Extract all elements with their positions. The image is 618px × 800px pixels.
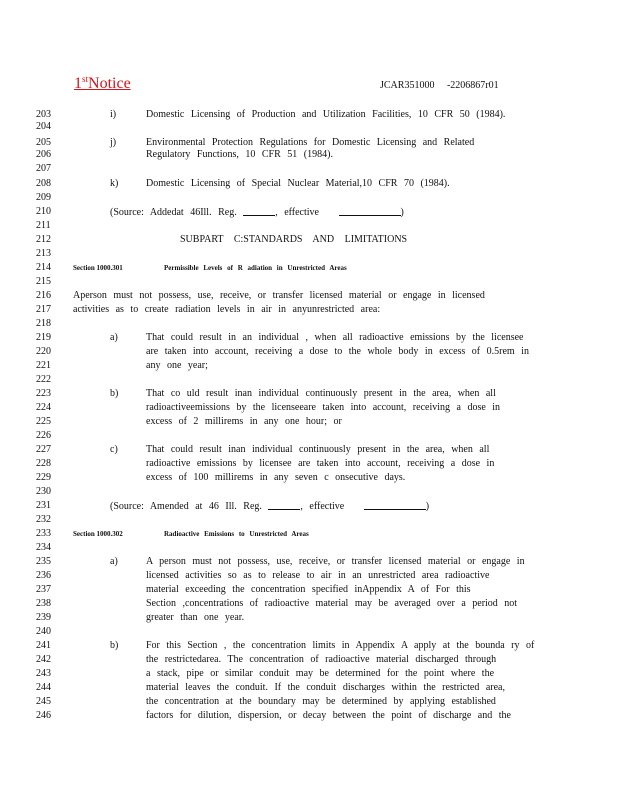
blank-field — [268, 500, 300, 510]
section-title: Permissible Levels of R adiation in Unrestricted Areas — [164, 264, 347, 272]
item-b-line: the concentration at the boundary may be determined by applying established — [146, 696, 496, 707]
item-a-line: That could result in an individual , when all radioactive emissions by the licensee — [146, 332, 524, 343]
source-note — [110, 206, 404, 219]
line-number: 220 — [36, 346, 51, 357]
item-j-line: Environmental Protection Regulations for Domestic Licensing and Related — [146, 137, 475, 148]
line-number: 209 — [36, 192, 51, 203]
line-number: 205 — [36, 137, 51, 148]
line-number: 217 — [36, 304, 51, 315]
notice-suffix: st — [82, 74, 89, 84]
blank-field — [364, 500, 426, 510]
line-number: 215 — [36, 276, 51, 287]
item-a-line: licensed activities so as to release to air in an unrestricted area radioactive — [146, 570, 490, 581]
item-j-label: j) — [110, 137, 117, 148]
item-b-line: a stack, pipe or similar conduit may be determined for the point where the — [146, 668, 495, 679]
source-note — [110, 500, 429, 513]
source-note-text: ) — [400, 207, 404, 218]
document-id: JCAR351000 -2206867r01 — [380, 80, 499, 91]
source-note-text: (Source: Amended at 46 Ill. Reg. — [110, 501, 262, 512]
line-number: 233 — [36, 528, 51, 539]
line-number: 231 — [36, 500, 51, 511]
line-number: 224 — [36, 402, 51, 413]
item-a-line: A person must not possess, use, receive, or transfer licensed material or engage in — [146, 556, 525, 567]
item-b-line: That co uld result inan individual continuously present in the area, when all — [146, 388, 496, 399]
item-b-line: For this Section , the concentration limits in Appendix A apply at the bounda ry of — [146, 640, 535, 651]
line-number: 204 — [36, 121, 51, 132]
line-number: 234 — [36, 542, 51, 553]
source-note-text: ) — [425, 501, 430, 512]
item-k-label: k) — [110, 178, 119, 189]
line-number: 240 — [36, 626, 51, 637]
line-number: 245 — [36, 696, 51, 707]
source-note-text: (Source: Addedat 46Ill. Reg. — [110, 207, 237, 218]
item-a-label: a) — [110, 332, 118, 343]
item-c-line: radioactive emissions by licensee are taken into account, receiving a dose in — [146, 458, 495, 469]
section-number: Section 1000.302 — [73, 530, 123, 538]
blank-field — [243, 206, 275, 216]
line-number: 208 — [36, 178, 51, 189]
line-number: 216 — [36, 290, 51, 301]
line-number: 243 — [36, 668, 51, 679]
blank-field — [339, 206, 401, 216]
line-number: 203 — [36, 109, 51, 120]
subpart-title: SUBPART C:STANDARDS AND LIMITATIONS — [180, 234, 408, 245]
section-title: Radioactive Emissions to Unrestricted Areas — [164, 530, 309, 538]
source-note-text: , effective — [275, 207, 319, 218]
item-i-text: Domestic Licensing of Production and Utilization Facilities, 10 CFR 50 (1984). — [146, 109, 506, 120]
line-number: 237 — [36, 584, 51, 595]
line-number: 230 — [36, 486, 51, 497]
item-b-label: b) — [110, 388, 119, 399]
line-number: 225 — [36, 416, 51, 427]
section-number: Section 1000.301 — [73, 264, 123, 272]
item-a-line: are taken into account, receiving a dose to the whole body in excess of 0.5rem in — [146, 346, 529, 357]
item-b-line: radioactiveemissions by the licenseeare taken into account, receiving a dose in — [146, 402, 501, 413]
item-a-line: material exceeding the concentration specified inAppendix A of For this — [146, 584, 471, 595]
line-number: 228 — [36, 458, 51, 469]
item-a-line: Section ,concentrations of radioactive material may be averaged over a period not — [146, 598, 518, 609]
item-c-line: excess of 100 millirems in any seven c onsecutive days. — [146, 472, 406, 483]
line-number: 221 — [36, 360, 51, 371]
item-a-label: a) — [110, 556, 118, 567]
line-number: 222 — [36, 374, 51, 385]
line-number: 213 — [36, 248, 51, 259]
line-number: 226 — [36, 430, 51, 441]
line-number: 218 — [36, 318, 51, 329]
line-number: 241 — [36, 640, 51, 651]
line-number: 223 — [36, 388, 51, 399]
item-i-label: i) — [110, 109, 117, 120]
item-b-line: excess of 2 millirems in any one hour; or — [146, 416, 342, 427]
item-b-line: material leaves the conduit. If the conduit discharges within the restricted area, — [146, 682, 505, 693]
notice-number: 1 — [74, 75, 82, 92]
source-note-text: , effective — [300, 501, 345, 512]
item-b-label: b) — [110, 640, 119, 651]
line-number: 232 — [36, 514, 51, 525]
line-number: 207 — [36, 163, 51, 174]
item-c-label: c) — [110, 444, 118, 455]
notice-word: Notice — [88, 75, 131, 92]
line-number: 239 — [36, 612, 51, 623]
item-a-line: greater than one year. — [146, 612, 245, 623]
notice-heading — [74, 74, 143, 93]
line-number: 235 — [36, 556, 51, 567]
item-c-line: That could result inan individual continuously present in the area, when all — [146, 444, 490, 455]
item-j-line: Regulatory Functions, 10 CFR 51 (1984). — [146, 149, 333, 160]
line-number: 244 — [36, 682, 51, 693]
line-number: 236 — [36, 570, 51, 581]
line-number: 206 — [36, 149, 51, 160]
item-b-line: factors for dilution, dispersion, or decay between the point of discharge and the — [146, 710, 511, 721]
line-number: 238 — [36, 598, 51, 609]
item-k-text: Domestic Licensing of Special Nuclear Material,10 CFR 70 (1984). — [146, 178, 450, 189]
line-number: 229 — [36, 472, 51, 483]
line-number: 212 — [36, 234, 51, 245]
item-a-line: any one year; — [146, 360, 208, 371]
line-number: 214 — [36, 262, 51, 273]
line-number: 210 — [36, 206, 51, 217]
line-number: 227 — [36, 444, 51, 455]
line-number: 211 — [36, 220, 51, 231]
line-number: 242 — [36, 654, 51, 665]
line-number: 219 — [36, 332, 51, 343]
paragraph-line: activities as to create radiation levels in air in anyunrestricted area: — [73, 304, 381, 315]
paragraph-line: Aperson must not possess, use, receive, or transfer licensed material or engage in licensed — [73, 290, 485, 301]
item-b-line: the restrictedarea. The concentration of radioactive material discharged through — [146, 654, 497, 665]
line-number: 246 — [36, 710, 51, 721]
